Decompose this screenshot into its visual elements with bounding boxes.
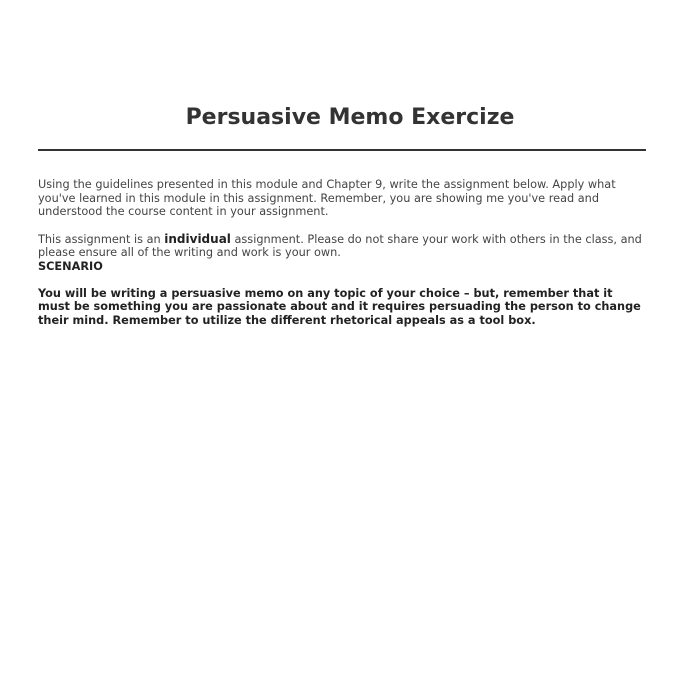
- scenario-heading: SCENARIO: [38, 259, 103, 273]
- individual-paragraph-lead: This assignment is an: [38, 232, 165, 246]
- individual-paragraph-rest: assignment. Please do not share your work with others in the class, and please ensure all of the writing and work is your own.: [38, 232, 642, 260]
- title-divider: [38, 149, 646, 151]
- page-title: Persuasive Memo Exercize: [185, 105, 515, 130]
- scenario-text: You will be writing a persuasive memo on any topic of your choice – but, remember that it must be something you are passionate about and it requires persuading the person to change their mind. Remember to utilize the different rhetorical appeals as a tool box.: [38, 286, 641, 327]
- individual-emphasis: individual: [164, 231, 231, 246]
- individual-assignment-paragraph: [38, 233, 645, 260]
- intro-paragraph: Using the guidelines presented in this module and Chapter 9, write the assignment below. Apply what you've learned in this module in this assignment. Remember, you are showing me you've read and understood the course content in your assignment.: [38, 178, 616, 219]
